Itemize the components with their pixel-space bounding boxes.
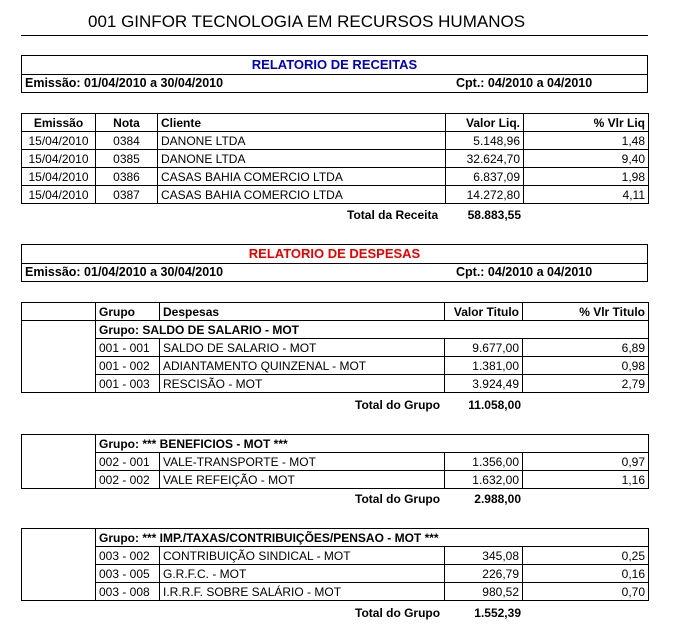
despesas-emissao: Emissão: 01/04/2010 a 30/04/2010: [25, 265, 224, 279]
cell-despesa: I.R.R.F. SOBRE SALÁRIO - MOT: [160, 583, 445, 601]
cell-despesa: VALE-TRANSPORTE - MOT: [160, 453, 445, 471]
cell-valor: 6.837,09: [446, 168, 524, 186]
cell-despesa: CONTRIBUIÇÃO SINDICAL - MOT: [160, 547, 445, 565]
receitas-emissao: Emissão: 01/04/2010 a 30/04/2010: [25, 76, 224, 90]
table-row: [22, 583, 649, 601]
group-1-total-value: 11.058,00: [468, 398, 521, 412]
table-row: [22, 375, 649, 393]
group-row: [22, 529, 649, 547]
empty-cell: [22, 471, 96, 489]
empty-cell: [22, 375, 96, 393]
cell-valor: 1.356,00: [445, 453, 523, 471]
cell-pct: 0,16: [523, 565, 649, 583]
cell-valor: 14.272,80: [446, 186, 524, 204]
col-nota: Nota: [96, 114, 158, 132]
col-pct-vlr-liq: % Vlr Liq: [524, 114, 649, 132]
cell-valor: 32.624,70: [446, 150, 524, 168]
cell-cliente: CASAS BAHIA COMERCIO LTDA: [158, 168, 446, 186]
col-pct-vlr-titulo: % Vlr Titulo: [523, 303, 649, 321]
despesas-header: [21, 244, 648, 282]
cell-pct: 6,89: [523, 339, 649, 357]
despesas-group-2-table: [21, 434, 649, 489]
cell-nota: 0385: [96, 150, 158, 168]
cell-pct: 0,98: [523, 357, 649, 375]
empty-cell: [22, 565, 96, 583]
table-row: [22, 453, 649, 471]
group-row: [22, 321, 649, 339]
table-row: [22, 168, 649, 186]
empty-cell: [22, 453, 96, 471]
receitas-total-label: Total da Receita: [347, 208, 439, 222]
table-row: [22, 357, 649, 375]
cell-nota: 0384: [96, 132, 158, 150]
cell-despesa: RESCISÃO - MOT: [160, 375, 445, 393]
table-row: [22, 186, 649, 204]
cell-emissao: 15/04/2010: [22, 150, 96, 168]
cell-pct: 1,98: [524, 168, 649, 186]
despesas-title: RELATORIO DE DESPESAS: [22, 245, 647, 264]
cell-grupo: 002 - 002: [96, 471, 160, 489]
cell-emissao: 15/04/2010: [22, 186, 96, 204]
group-3-total-value: 1.552,39: [474, 606, 521, 620]
cell-despesa: VALE REFEIÇÃO - MOT: [160, 471, 445, 489]
cell-emissao: 15/04/2010: [22, 132, 96, 150]
cell-pct: 4,11: [524, 186, 649, 204]
cell-cliente: DANONE LTDA: [158, 132, 446, 150]
group-2-total-label: Total do Grupo: [355, 492, 441, 506]
col-despesas: Despesas: [160, 303, 445, 321]
cell-valor: 5.148,96: [446, 132, 524, 150]
cell-grupo: 003 - 002: [96, 547, 160, 565]
empty-cell: [22, 583, 96, 601]
cell-grupo: 002 - 001: [96, 453, 160, 471]
cell-pct: 0,25: [523, 547, 649, 565]
cell-nota: 0387: [96, 186, 158, 204]
cell-pct: 0,97: [523, 453, 649, 471]
cell-grupo: 001 - 003: [96, 375, 160, 393]
col-valor-titulo: Valor Titulo: [445, 303, 523, 321]
receitas-table: [21, 113, 649, 204]
cell-despesa: ADIANTAMENTO QUINZENAL - MOT: [160, 357, 445, 375]
cell-grupo: 001 - 001: [96, 339, 160, 357]
cell-valor: 3.924,49: [445, 375, 523, 393]
col-valor-liq: Valor Liq.: [446, 114, 524, 132]
header-rule: [21, 35, 648, 36]
empty-cell: [22, 321, 96, 339]
cell-nota: 0386: [96, 168, 158, 186]
company-name: 001 GINFOR TECNOLOGIA EM RECURSOS HUMANOS: [88, 12, 526, 31]
cell-grupo: 001 - 002: [96, 357, 160, 375]
cell-valor: 345,08: [445, 547, 523, 565]
col-grupo: Grupo: [96, 303, 160, 321]
group-2-total-value: 2.988,00: [474, 492, 521, 506]
despesas-header-row: [22, 303, 649, 321]
cell-valor: 9.677,00: [445, 339, 523, 357]
despesas-cpt: Cpt.: 04/2010 a 04/2010: [456, 265, 593, 279]
group-name: Grupo: SALDO DE SALARIO - MOT: [96, 321, 649, 339]
cell-valor: 1.632,00: [445, 471, 523, 489]
table-row: [22, 150, 649, 168]
cell-valor: 980,52: [445, 583, 523, 601]
cell-cliente: CASAS BAHIA COMERCIO LTDA: [158, 186, 446, 204]
group-name: Grupo: *** BENEFICIOS - MOT ***: [96, 435, 649, 453]
cell-pct: 9,40: [524, 150, 649, 168]
cell-emissao: 15/04/2010: [22, 168, 96, 186]
receitas-cpt: Cpt.: 04/2010 a 04/2010: [456, 76, 593, 90]
table-row: [22, 547, 649, 565]
cell-valor: 226,79: [445, 565, 523, 583]
despesas-period-line: [22, 264, 647, 281]
group-3-total-label: Total do Grupo: [355, 606, 441, 620]
empty-cell: [22, 339, 96, 357]
cell-despesa: SALDO DE SALARIO - MOT: [160, 339, 445, 357]
table-row: [22, 339, 649, 357]
cell-grupo: 003 - 005: [96, 565, 160, 583]
cell-pct: 0,70: [523, 583, 649, 601]
receitas-header-row: [22, 114, 649, 132]
cell-pct: 2,79: [523, 375, 649, 393]
group-name: Grupo: *** IMP./TAXAS/CONTRIBUIÇÕES/PENSAO - MOT ***: [96, 529, 649, 547]
table-row: [22, 565, 649, 583]
cell-grupo: 003 - 008: [96, 583, 160, 601]
cell-pct: 1,48: [524, 132, 649, 150]
group-1-total-label: Total do Grupo: [355, 398, 441, 412]
col-cliente: Cliente: [158, 114, 446, 132]
table-row: [22, 132, 649, 150]
cell-despesa: G.R.F.C. - MOT: [160, 565, 445, 583]
cell-valor: 1.381,00: [445, 357, 523, 375]
cell-cliente: DANONE LTDA: [158, 150, 446, 168]
empty-cell: [22, 357, 96, 375]
group-row: [22, 435, 649, 453]
despesas-group-1-table: [21, 302, 649, 393]
empty-cell: [22, 547, 96, 565]
empty-cell: [22, 435, 96, 453]
empty-cell: [22, 529, 96, 547]
cell-pct: 1,16: [523, 471, 649, 489]
despesas-group-3-table: [21, 528, 649, 601]
receitas-total-value: 58.883,55: [467, 208, 521, 222]
col-emissao: Emissão: [22, 114, 96, 132]
receitas-title: RELATORIO DE RECEITAS: [22, 56, 647, 75]
receitas-period-line: [22, 75, 647, 92]
empty-cell: [22, 303, 96, 321]
receitas-header: [21, 55, 648, 93]
table-row: [22, 471, 649, 489]
